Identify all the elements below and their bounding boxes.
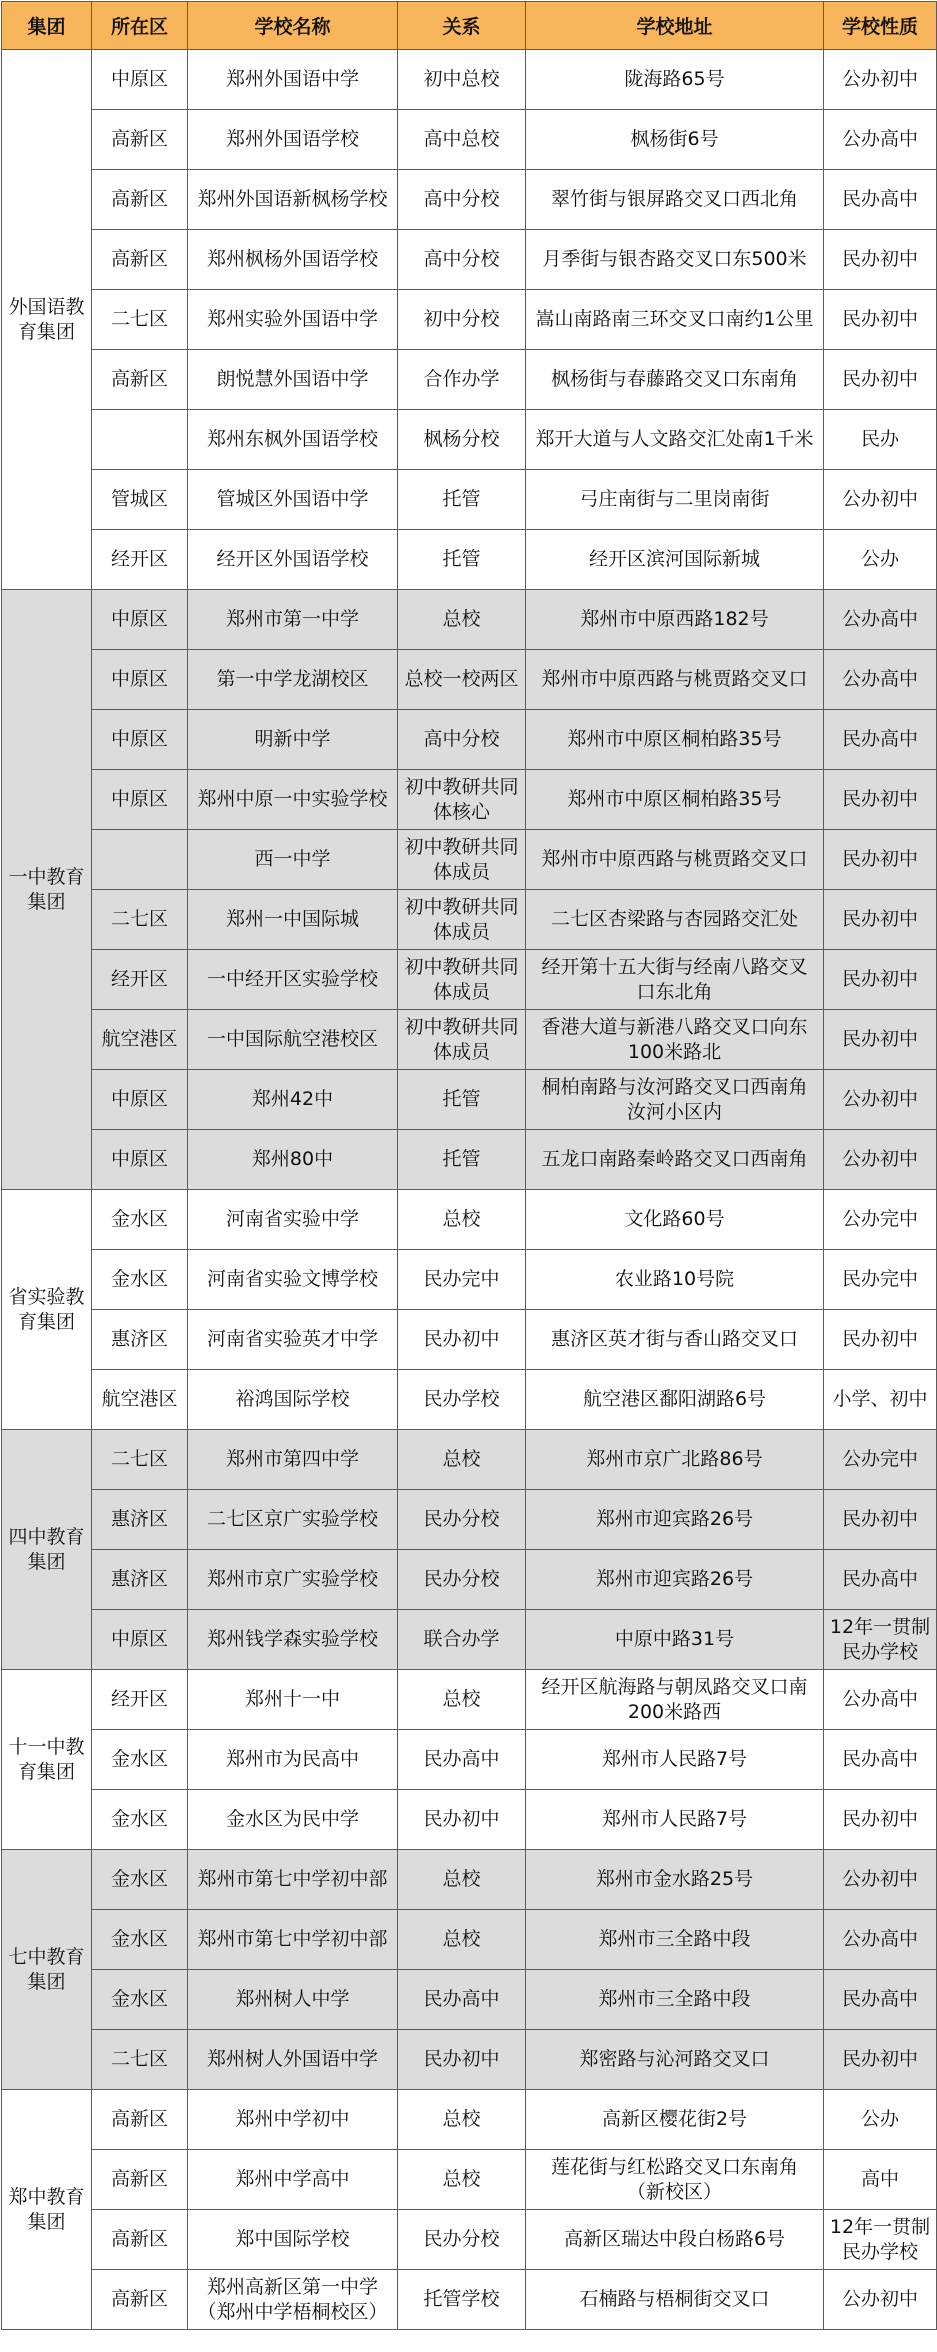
school-type-cell: 公办初中 — [824, 1130, 937, 1190]
school-type-cell: 公办完中 — [824, 1430, 937, 1490]
district-cell: 金水区 — [92, 1910, 188, 1970]
district-cell: 二七区 — [92, 890, 188, 950]
relation-cell: 高中分校 — [398, 230, 526, 290]
table-row — [2, 2210, 937, 2270]
district-cell: 高新区 — [92, 2150, 188, 2210]
table-row — [2, 830, 937, 890]
school-type-cell: 公办初中 — [824, 1070, 937, 1130]
group-name-cell: 四中教育 集团 — [2, 1430, 92, 1670]
district-cell: 中原区 — [92, 650, 188, 710]
table-row — [2, 2150, 937, 2210]
school-name-cell: 第一中学龙湖校区 — [188, 650, 398, 710]
district-cell: 惠济区 — [92, 1310, 188, 1370]
address-cell: 郑州市中原区桐柏路35号 — [526, 710, 824, 770]
relation-cell: 民办分校 — [398, 2210, 526, 2270]
school-name-cell: 郑州中学高中 — [188, 2150, 398, 2210]
header-relation: 关系 — [398, 2, 526, 50]
school-groups-table — [1, 1, 937, 2330]
relation-cell: 总校 — [398, 2090, 526, 2150]
relation-cell: 总校 — [398, 1910, 526, 1970]
school-type-cell: 小学、初中 — [824, 1370, 937, 1430]
address-cell: 香港大道与新港八路交叉口向东 100米路北 — [526, 1010, 824, 1070]
school-name-cell: 郑州80中 — [188, 1130, 398, 1190]
district-cell: 经开区 — [92, 530, 188, 590]
relation-cell: 总校 — [398, 1430, 526, 1490]
relation-cell: 民办高中 — [398, 1730, 526, 1790]
school-name-cell: 河南省实验文博学校 — [188, 1250, 398, 1310]
address-cell: 郑州市中原西路与桃贾路交叉口 — [526, 830, 824, 890]
table-row — [2, 230, 937, 290]
school-name-cell: 河南省实验英才中学 — [188, 1310, 398, 1370]
table-row — [2, 50, 937, 110]
relation-cell: 托管 — [398, 1130, 526, 1190]
relation-cell: 民办初中 — [398, 2030, 526, 2090]
district-cell: 中原区 — [92, 1070, 188, 1130]
address-cell: 郑州市中原西路与桃贾路交叉口 — [526, 650, 824, 710]
address-cell: 郑州市人民路7号 — [526, 1730, 824, 1790]
address-cell: 郑州市金水路25号 — [526, 1850, 824, 1910]
district-cell: 高新区 — [92, 2090, 188, 2150]
relation-cell: 民办分校 — [398, 1490, 526, 1550]
school-type-cell: 民办初中 — [824, 830, 937, 890]
school-name-cell: 郑州外国语中学 — [188, 50, 398, 110]
relation-cell: 托管 — [398, 530, 526, 590]
relation-cell: 高中分校 — [398, 170, 526, 230]
relation-cell: 民办初中 — [398, 1310, 526, 1370]
table-row — [2, 170, 937, 230]
relation-cell: 初中总校 — [398, 50, 526, 110]
relation-cell: 高中分校 — [398, 710, 526, 770]
district-cell: 中原区 — [92, 590, 188, 650]
address-cell: 翠竹街与银屏路交叉口西北角 — [526, 170, 824, 230]
relation-cell: 枫杨分校 — [398, 410, 526, 470]
school-type-cell: 民办初中 — [824, 770, 937, 830]
address-cell: 高新区瑞达中段白杨路6号 — [526, 2210, 824, 2270]
school-name-cell: 郑州外国语新枫杨学校 — [188, 170, 398, 230]
school-type-cell: 公办初中 — [824, 2270, 937, 2330]
address-cell: 航空港区鄱阳湖路6号 — [526, 1370, 824, 1430]
relation-cell: 民办学校 — [398, 1370, 526, 1430]
school-name-cell: 郑州高新区第一中学 （郑州中学梧桐校区） — [188, 2270, 398, 2330]
address-cell: 郑开大道与人文路交汇处南1千米 — [526, 410, 824, 470]
relation-cell: 总校 — [398, 1670, 526, 1730]
table-row — [2, 110, 937, 170]
relation-cell: 初中教研共同 体核心 — [398, 770, 526, 830]
district-cell: 高新区 — [92, 350, 188, 410]
table-row — [2, 1910, 937, 1970]
address-cell: 惠济区英才街与香山路交叉口 — [526, 1310, 824, 1370]
table-row — [2, 1190, 937, 1250]
address-cell: 农业路10号院 — [526, 1250, 824, 1310]
school-type-cell: 民办初中 — [824, 1490, 937, 1550]
table-row — [2, 1310, 937, 1370]
school-type-cell: 公办初中 — [824, 50, 937, 110]
district-cell: 金水区 — [92, 1790, 188, 1850]
table-row — [2, 1010, 937, 1070]
school-type-cell: 民办高中 — [824, 710, 937, 770]
table-row — [2, 1490, 937, 1550]
district-cell: 二七区 — [92, 1430, 188, 1490]
address-cell: 弓庄南街与二里岗南街 — [526, 470, 824, 530]
header-address: 学校地址 — [526, 2, 824, 50]
header-group: 集团 — [2, 2, 92, 50]
relation-cell: 总校 — [398, 590, 526, 650]
school-name-cell: 朗悦慧外国语中学 — [188, 350, 398, 410]
table-row — [2, 1850, 937, 1910]
table-row — [2, 290, 937, 350]
school-name-cell: 郑州一中国际城 — [188, 890, 398, 950]
district-cell: 航空港区 — [92, 1010, 188, 1070]
school-type-cell: 民办初中 — [824, 1310, 937, 1370]
school-name-cell: 管城区外国语中学 — [188, 470, 398, 530]
table-row — [2, 470, 937, 530]
table-row — [2, 2030, 937, 2090]
school-type-cell: 公办高中 — [824, 1670, 937, 1730]
table-row — [2, 770, 937, 830]
address-cell: 桐柏南路与汝河路交叉口西南角 汝河小区内 — [526, 1070, 824, 1130]
district-cell: 惠济区 — [92, 1550, 188, 1610]
address-cell: 经开第十五大街与经南八路交叉 口东北角 — [526, 950, 824, 1010]
school-type-cell: 民办初中 — [824, 950, 937, 1010]
relation-cell: 初中教研共同 体成员 — [398, 890, 526, 950]
address-cell: 经开区航海路与朝凤路交叉口南 200米路西 — [526, 1670, 824, 1730]
school-type-cell: 民办初中 — [824, 290, 937, 350]
district-cell — [92, 830, 188, 890]
school-name-cell: 经开区外国语学校 — [188, 530, 398, 590]
header-district: 所在区 — [92, 2, 188, 50]
address-cell: 嵩山南路南三环交叉口南约1公里 — [526, 290, 824, 350]
address-cell: 经开区滨河国际新城 — [526, 530, 824, 590]
district-cell: 经开区 — [92, 1670, 188, 1730]
district-cell: 高新区 — [92, 2270, 188, 2330]
relation-cell: 总校 — [398, 2150, 526, 2210]
address-cell: 郑州市三全路中段 — [526, 1970, 824, 2030]
group-name-cell: 省实验教 育集团 — [2, 1190, 92, 1430]
address-cell: 中原中路31号 — [526, 1610, 824, 1670]
address-cell: 郑州市迎宾路26号 — [526, 1490, 824, 1550]
district-cell: 中原区 — [92, 1610, 188, 1670]
school-name-cell: 金水区为民中学 — [188, 1790, 398, 1850]
school-type-cell: 民办初中 — [824, 1010, 937, 1070]
school-name-cell: 一中国际航空港校区 — [188, 1010, 398, 1070]
school-type-cell: 12年一贯制 民办学校 — [824, 1610, 937, 1670]
address-cell: 郑州市中原区桐柏路35号 — [526, 770, 824, 830]
table-row — [2, 710, 937, 770]
school-type-cell: 12年一贯制 民办学校 — [824, 2210, 937, 2270]
school-type-cell: 民办初中 — [824, 2030, 937, 2090]
relation-cell: 托管 — [398, 1070, 526, 1130]
relation-cell: 初中分校 — [398, 290, 526, 350]
table-row — [2, 350, 937, 410]
address-cell: 二七区杏梁路与杏园路交汇处 — [526, 890, 824, 950]
district-cell: 金水区 — [92, 1850, 188, 1910]
address-cell: 月季街与银杏路交叉口东500米 — [526, 230, 824, 290]
relation-cell: 总校一校两区 — [398, 650, 526, 710]
school-name-cell: 郑州实验外国语中学 — [188, 290, 398, 350]
school-name-cell: 郑州枫杨外国语学校 — [188, 230, 398, 290]
relation-cell: 托管学校 — [398, 2270, 526, 2330]
table-row — [2, 1550, 937, 1610]
school-type-cell: 公办高中 — [824, 1910, 937, 1970]
school-name-cell: 郑州十一中 — [188, 1670, 398, 1730]
table-row — [2, 530, 937, 590]
school-type-cell: 公办初中 — [824, 470, 937, 530]
address-cell: 石楠路与梧桐街交叉口 — [526, 2270, 824, 2330]
school-type-cell: 民办完中 — [824, 1250, 937, 1310]
relation-cell: 总校 — [398, 1190, 526, 1250]
district-cell: 惠济区 — [92, 1490, 188, 1550]
relation-cell: 民办分校 — [398, 1550, 526, 1610]
school-type-cell: 民办高中 — [824, 1550, 937, 1610]
relation-cell: 总校 — [398, 1850, 526, 1910]
table-row — [2, 410, 937, 470]
table-body — [2, 50, 937, 2330]
address-cell: 莲花街与红松路交叉口东南角 （新校区） — [526, 2150, 824, 2210]
school-name-cell: 二七区京广实验学校 — [188, 1490, 398, 1550]
relation-cell: 高中总校 — [398, 110, 526, 170]
school-type-cell: 高中 — [824, 2150, 937, 2210]
address-cell: 郑州市京广北路86号 — [526, 1430, 824, 1490]
school-type-cell: 公办高中 — [824, 110, 937, 170]
table-row — [2, 2270, 937, 2330]
district-cell: 航空港区 — [92, 1370, 188, 1430]
relation-cell: 合作办学 — [398, 350, 526, 410]
address-cell: 高新区樱花街2号 — [526, 2090, 824, 2150]
table-header — [2, 2, 937, 50]
school-name-cell: 裕鸿国际学校 — [188, 1370, 398, 1430]
district-cell: 金水区 — [92, 1190, 188, 1250]
district-cell — [92, 410, 188, 470]
table-row — [2, 1250, 937, 1310]
school-name-cell: 郑州市第一中学 — [188, 590, 398, 650]
table-row — [2, 1970, 937, 2030]
district-cell: 中原区 — [92, 710, 188, 770]
group-name-cell: 七中教育 集团 — [2, 1850, 92, 2090]
group-name-cell: 外国语教 育集团 — [2, 50, 92, 590]
school-name-cell: 郑州市第七中学初中部 — [188, 1910, 398, 1970]
address-cell: 五龙口南路秦岭路交叉口西南角 — [526, 1130, 824, 1190]
table-row — [2, 2090, 937, 2150]
header-school-name: 学校名称 — [188, 2, 398, 50]
district-cell: 高新区 — [92, 170, 188, 230]
relation-cell: 民办高中 — [398, 1970, 526, 2030]
relation-cell: 托管 — [398, 470, 526, 530]
district-cell: 高新区 — [92, 230, 188, 290]
school-name-cell: 郑州外国语学校 — [188, 110, 398, 170]
school-name-cell: 郑州钱学森实验学校 — [188, 1610, 398, 1670]
school-type-cell: 公办 — [824, 530, 937, 590]
district-cell: 管城区 — [92, 470, 188, 530]
school-name-cell: 河南省实验中学 — [188, 1190, 398, 1250]
school-type-cell: 民办初中 — [824, 890, 937, 950]
table-row — [2, 590, 937, 650]
group-name-cell: 十一中教 育集团 — [2, 1670, 92, 1850]
relation-cell: 初中教研共同 体成员 — [398, 830, 526, 890]
table-row — [2, 950, 937, 1010]
school-type-cell: 公办完中 — [824, 1190, 937, 1250]
address-cell: 郑密路与沁河路交叉口 — [526, 2030, 824, 2090]
district-cell: 经开区 — [92, 950, 188, 1010]
district-cell: 中原区 — [92, 1130, 188, 1190]
address-cell: 郑州市人民路7号 — [526, 1790, 824, 1850]
address-cell: 郑州市迎宾路26号 — [526, 1550, 824, 1610]
school-name-cell: 郑州树人外国语中学 — [188, 2030, 398, 2090]
school-type-cell: 民办初中 — [824, 1790, 937, 1850]
school-groups-sheet — [0, 1, 937, 2352]
school-name-cell: 一中经开区实验学校 — [188, 950, 398, 1010]
table-row — [2, 1790, 937, 1850]
relation-cell: 初中教研共同 体成员 — [398, 950, 526, 1010]
district-cell: 高新区 — [92, 2210, 188, 2270]
address-cell: 文化路60号 — [526, 1190, 824, 1250]
school-type-cell: 公办高中 — [824, 590, 937, 650]
address-cell: 郑州市中原西路182号 — [526, 590, 824, 650]
school-name-cell: 郑中国际学校 — [188, 2210, 398, 2270]
address-cell: 郑州市三全路中段 — [526, 1910, 824, 1970]
district-cell: 金水区 — [92, 1250, 188, 1310]
header-school-type: 学校性质 — [824, 2, 937, 50]
relation-cell: 联合办学 — [398, 1610, 526, 1670]
group-name-cell: 一中教育 集团 — [2, 590, 92, 1190]
address-cell: 枫杨街6号 — [526, 110, 824, 170]
district-cell: 高新区 — [92, 110, 188, 170]
school-name-cell: 郑州东枫外国语学校 — [188, 410, 398, 470]
school-type-cell: 民办 — [824, 410, 937, 470]
school-name-cell: 郑州市第七中学初中部 — [188, 1850, 398, 1910]
school-type-cell: 民办高中 — [824, 1970, 937, 2030]
address-cell: 枫杨街与春藤路交叉口东南角 — [526, 350, 824, 410]
group-name-cell: 郑中教育 集团 — [2, 2090, 92, 2330]
school-name-cell: 明新中学 — [188, 710, 398, 770]
table-row — [2, 1430, 937, 1490]
table-row — [2, 1730, 937, 1790]
header-row — [2, 2, 937, 50]
school-name-cell: 郑州42中 — [188, 1070, 398, 1130]
district-cell: 中原区 — [92, 770, 188, 830]
district-cell: 金水区 — [92, 1730, 188, 1790]
school-type-cell: 民办初中 — [824, 230, 937, 290]
district-cell: 金水区 — [92, 1970, 188, 2030]
address-cell: 陇海路65号 — [526, 50, 824, 110]
table-row — [2, 890, 937, 950]
table-row — [2, 1610, 937, 1670]
district-cell: 中原区 — [92, 50, 188, 110]
table-row — [2, 1130, 937, 1190]
table-row — [2, 650, 937, 710]
school-type-cell: 公办高中 — [824, 650, 937, 710]
school-name-cell: 郑州市为民高中 — [188, 1730, 398, 1790]
school-type-cell: 民办初中 — [824, 350, 937, 410]
school-type-cell: 民办高中 — [824, 170, 937, 230]
school-name-cell: 郑州中原一中实验学校 — [188, 770, 398, 830]
school-name-cell: 西一中学 — [188, 830, 398, 890]
district-cell: 二七区 — [92, 290, 188, 350]
table-row — [2, 1070, 937, 1130]
relation-cell: 民办完中 — [398, 1250, 526, 1310]
relation-cell: 初中教研共同 体成员 — [398, 1010, 526, 1070]
school-name-cell: 郑州树人中学 — [188, 1970, 398, 2030]
table-row — [2, 1670, 937, 1730]
relation-cell: 民办初中 — [398, 1790, 526, 1850]
school-type-cell: 公办初中 — [824, 1850, 937, 1910]
school-type-cell: 公办 — [824, 2090, 937, 2150]
school-type-cell: 民办高中 — [824, 1730, 937, 1790]
school-name-cell: 郑州市京广实验学校 — [188, 1550, 398, 1610]
school-name-cell: 郑州市第四中学 — [188, 1430, 398, 1490]
school-name-cell: 郑州中学初中 — [188, 2090, 398, 2150]
table-row — [2, 1370, 937, 1430]
district-cell: 二七区 — [92, 2030, 188, 2090]
